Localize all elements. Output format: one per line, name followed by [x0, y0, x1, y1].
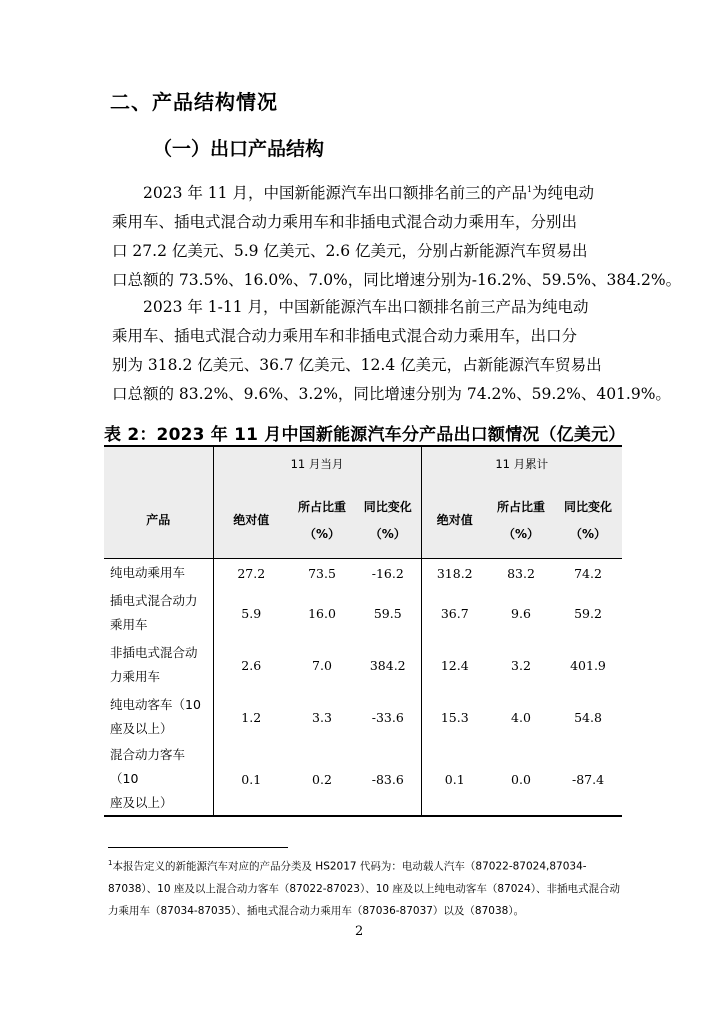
table-row — [104, 691, 622, 743]
paragraph-2 — [112, 293, 671, 409]
group-header-cumulative: 11 月累计 — [421, 446, 622, 481]
cell-cum-yoy: 59.2 — [574, 605, 602, 621]
cell-cum-yoy: 54.8 — [574, 709, 602, 725]
cell-month-abs: 27.2 — [237, 565, 266, 581]
paragraph-2-line: 口总额的 83.2%、9.6%、3.2%，同比增速分别为 74.2%、59.2%、401.9%。 — [112, 385, 671, 403]
paragraph-2-line: 2023 年 1-11 月，中国新能源汽车出口额排名前三产品为纯电动 — [143, 298, 589, 316]
cell-month-share: 3.3 — [312, 709, 332, 725]
table-row — [104, 743, 622, 816]
cell-month-abs: 5.9 — [241, 605, 262, 621]
footnote-text: 本报告定义的新能源汽车对应的产品分类及 HS2017 代码为：电动载人汽车（87022-87024,87034-87038）、10 座及以上混合动力客车（87022-87023）、10 座及以上纯电动客车（87024）、非插电式混合动力乘用车（87034-87035）、插电式混合动力乘用车（87036-87037）以及（87038）。 — [108, 860, 621, 917]
cell-month-yoy: -16.2 — [355, 559, 421, 588]
footnote-ref[interactable]: 1 — [526, 185, 533, 194]
cell-month-share: 73.5 — [308, 565, 336, 581]
col-header-yoy: 同比变化 （%） — [355, 481, 421, 559]
table-row — [104, 639, 622, 691]
col-header-share: 所占比重 （%） — [488, 481, 554, 559]
cell-cum-share: 4.0 — [511, 709, 531, 725]
table-row — [104, 559, 622, 588]
cell-cum-yoy: 74.2 — [574, 565, 602, 581]
export-table — [104, 445, 622, 817]
cell-month-abs: 1.2 — [241, 709, 262, 725]
cell-month-abs: 2.6 — [241, 657, 262, 673]
paragraph-2-line: 别为 318.2 亿美元、36.7 亿美元、12.4 亿美元，占新能源汽车贸易出 — [112, 356, 602, 374]
cell-cum-yoy: -87.4 — [554, 743, 622, 816]
paragraph-1-line: 口 27.2 亿美元、5.9 亿美元、2.6 亿美元，分别占新能源汽车贸易出 — [112, 242, 588, 261]
cell-month-share: 7.0 — [312, 657, 332, 673]
cell-month-share: 0.2 — [289, 743, 355, 816]
subsection-heading: （一）出口产品结构 — [153, 138, 325, 160]
cell-cum-abs: 0.1 — [421, 743, 488, 816]
cell-cum-share: 3.2 — [511, 657, 531, 673]
cell-cum-share: 0.0 — [488, 743, 554, 816]
row-label: 混合动力客车（10 座及以上） — [104, 743, 213, 816]
cell-month-yoy: -83.6 — [355, 743, 421, 816]
footnote-divider — [108, 847, 288, 848]
paragraph-1-line: 口总额的 73.5%、16.0%、7.0%，同比增速分别为-16.2%、59.5%、384.2%。 — [112, 271, 682, 290]
cell-month-yoy: 59.5 — [355, 587, 421, 639]
table-corner — [104, 446, 213, 481]
cell-month-abs: 0.1 — [213, 743, 289, 816]
cell-cum-abs: 15.3 — [440, 709, 469, 725]
row-label: 非插电式混合动 力乘用车 — [104, 639, 213, 691]
row-label: 插电式混合动力 乘用车 — [104, 587, 213, 639]
page-number: 2 — [355, 924, 364, 939]
cell-cum-share: 9.6 — [511, 605, 531, 621]
cell-cum-yoy: 401.9 — [570, 657, 606, 673]
paragraph-2-line: 乘用车、插电式混合动力乘用车和非插电式混合动力乘用车，出口分 — [112, 327, 578, 345]
col-header-yoy: 同比变化 （%） — [554, 481, 622, 559]
section-heading: 二、产品结构情况 — [110, 90, 278, 114]
col-header-absolute: 绝对值 — [213, 481, 289, 559]
col-header-absolute: 绝对值 — [421, 481, 488, 559]
product-header: 产品 — [104, 481, 213, 559]
cell-month-yoy: -33.6 — [355, 691, 421, 743]
cell-cum-abs: 318.2 — [436, 565, 473, 581]
table-row — [104, 587, 622, 639]
row-label: 纯电动客车（10 座及以上） — [104, 691, 213, 743]
footnote-marker: 1 — [108, 859, 113, 867]
footnote — [108, 852, 624, 922]
cell-cum-abs: 12.4 — [440, 657, 469, 673]
paragraph-1-line: 乘用车、插电式混合动力乘用车和非插电式混合动力乘用车，分别出 — [112, 213, 578, 232]
col-header-share: 所占比重 （%） — [289, 481, 355, 559]
paragraph-1-line: 2023 年 11 月，中国新能源汽车出口额排名前三的产品$^1$为纯电动 — [143, 184, 595, 203]
paragraph-1 — [112, 175, 682, 295]
cell-month-yoy: 384.2 — [355, 639, 421, 691]
cell-cum-share: 83.2 — [507, 565, 535, 581]
group-header-month: 11 月当月 — [213, 446, 421, 481]
row-label: 纯电动乘用车 — [104, 559, 213, 588]
cell-cum-abs: 36.7 — [440, 605, 469, 621]
table-caption: 表 2：2023 年 11 月中国新能源汽车分产品出口额情况（亿美元） — [104, 425, 626, 445]
cell-month-share: 16.0 — [308, 605, 336, 621]
